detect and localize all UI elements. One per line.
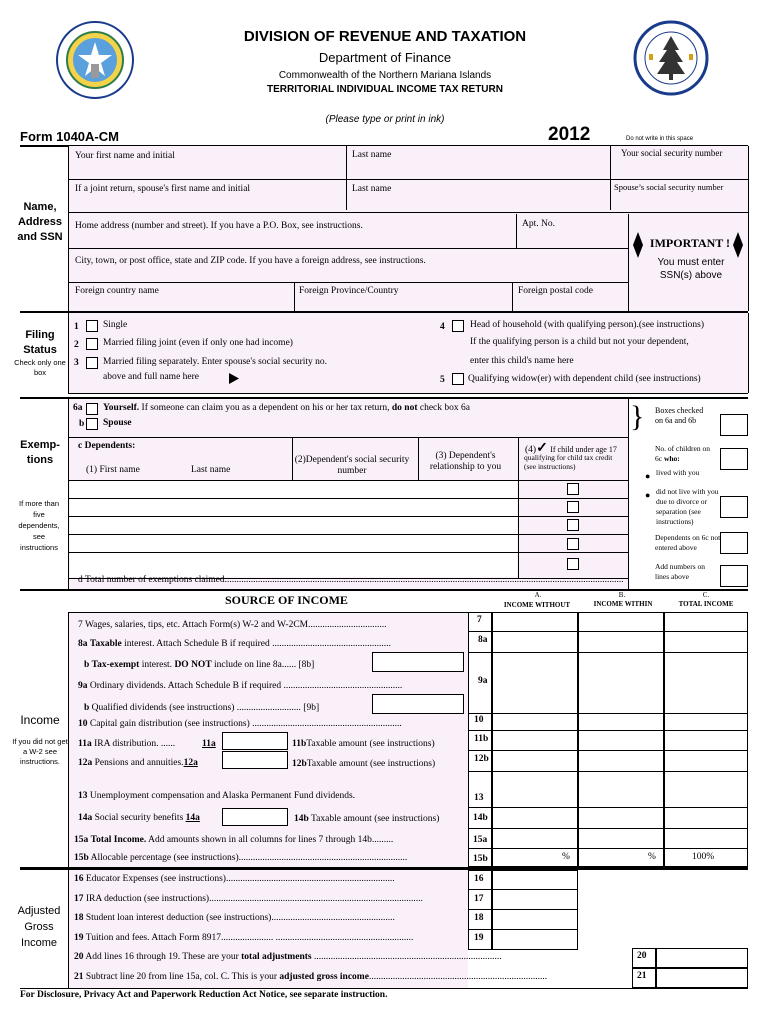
line-14b <box>294 814 439 824</box>
dep-not-entered-note: Dependents on 6c not entered above <box>655 533 721 552</box>
commonwealth-title: Commonwealth of the Northern Mariana Islands <box>278 70 492 81</box>
more-dependents-note: If more than five dependents, see instructions <box>18 499 60 552</box>
yourself-line <box>103 403 470 413</box>
line-16-col: 16 <box>474 874 484 884</box>
yourself-bold: Yourself. <box>103 403 140 413</box>
line-11b-col: 11b <box>474 734 489 744</box>
child-credit-checkbox-2[interactable] <box>567 501 579 513</box>
footer-note: For Disclosure, Privacy Act and Paperwork Reduction Act Notice, see separate instruction. <box>20 990 388 1000</box>
ssn-block <box>610 146 748 311</box>
line-9b-input[interactable] <box>372 694 464 714</box>
head-household-child: enter this child's name here <box>470 356 574 366</box>
married-separate-label-2: above and full name here <box>103 372 200 382</box>
line-11a-input[interactable] <box>222 732 288 750</box>
do-not-write: Do not write in this space <box>626 136 694 142</box>
line-14a-input[interactable] <box>222 808 288 826</box>
line-17-label: IRA deduction (see instructions) <box>85 894 210 904</box>
spouse-last-label: Last name <box>352 184 392 194</box>
line-11b-label: Taxable amount (see instructions) <box>306 739 435 749</box>
check-box-text: check box 6a <box>419 403 470 413</box>
line-8b-tag: [8b] <box>298 660 315 670</box>
apt-label: Apt. No. <box>522 219 555 229</box>
line-8b-pre: b <box>84 660 90 670</box>
line-18-label: Student loan interest deduction (see instructions) <box>85 913 272 923</box>
pct-b: % <box>648 852 656 862</box>
line-18: 18 Student loan interest deduction (see instructions).................................................... <box>74 913 395 923</box>
child-credit-checkbox-5[interactable] <box>567 558 579 570</box>
ssn-label: Your social security number <box>621 148 723 158</box>
head-household-checkbox[interactable] <box>452 320 464 332</box>
line-18-col: 18 <box>474 913 484 923</box>
filing-num-5: 5 <box>440 375 445 385</box>
line-19: 19 Tuition and fees. Attach Form 8917...................... .......................................................... <box>74 933 414 943</box>
line-9a-col: 9a <box>478 676 488 686</box>
line-21-bold: adjusted gross income <box>279 972 369 982</box>
total-exemptions-label: d Total number of exemptions claimed <box>78 575 225 585</box>
do-not-bold: do not <box>391 403 418 413</box>
col-a-letter: A. <box>534 591 542 599</box>
child-credit-checkbox-4[interactable] <box>567 538 579 550</box>
col-c-header: TOTAL INCOME <box>678 600 734 608</box>
w2-note: If you did not get a W-2 see instructions. <box>12 737 68 766</box>
line-12b <box>292 759 435 769</box>
filing-num-1: 1 <box>74 322 79 332</box>
line-21-input[interactable] <box>656 968 748 988</box>
line-14-num: 14a <box>78 813 93 823</box>
lived-with-note: lived with you <box>656 468 700 477</box>
line-10: 10 Capital gain distribution (see instructions) ............................................................... <box>78 719 402 729</box>
line-8b-bold: Tax-exempt <box>91 660 140 670</box>
line-8b <box>84 660 314 670</box>
yourself-checkbox[interactable] <box>86 403 98 415</box>
brace-icon: } <box>630 400 645 433</box>
department-title: Department of Finance <box>318 50 452 65</box>
line-18-num: 18 <box>74 913 84 923</box>
line-16-num: 16 <box>74 874 84 884</box>
line-9a-label: Ordinary dividends. Attach Schedule B if required <box>89 681 282 691</box>
line-8b-do: DO NOT <box>174 660 212 670</box>
important-note: You must enter SSN(s) above <box>657 257 725 281</box>
line-12b-col: 12b <box>474 754 489 764</box>
head-household-label: Head of household (with qualifying person).(see instructions) <box>470 320 705 330</box>
form-number: Form 1040A-CM <box>20 129 119 144</box>
line-11b-tag: 11b <box>292 739 307 749</box>
line-16-label: Educator Expenses (see instructions) <box>85 874 226 884</box>
line-15b: 15b Allocable percentage (see instructions)....................................................................... <box>74 853 408 863</box>
line-7-col: 7 <box>477 615 482 625</box>
line-9b-tag: [9b] <box>303 703 320 713</box>
col-a-header: INCOME WITHOUT <box>503 601 571 609</box>
line-17: 17 IRA deduction (see instructions).......................................................................................... <box>74 894 423 904</box>
line-15b-col: 15b <box>473 854 488 864</box>
line-10-label: Capital gain distribution (see instructions) <box>89 719 250 729</box>
line-11a-tag: 11a <box>202 739 216 749</box>
line-8b-rest: include on line 8a...... <box>214 660 297 670</box>
married-joint-label: Married filing joint (even if only one had income) <box>103 338 293 348</box>
return-title: TERRITORIAL INDIVIDUAL INCOME TAX RETURN <box>267 84 503 95</box>
child-credit-age: If child under age 17 <box>550 445 617 454</box>
line-20: 20 Add lines 16 through 19. These are your total adjustments ............................................................................... <box>74 952 502 962</box>
dep-ssn-header: (2)Dependent's social security number <box>294 455 410 476</box>
line-8b-input[interactable] <box>372 652 464 672</box>
line-15a <box>74 835 393 845</box>
head-household-note: If the qualifying person is a child but not your dependent, <box>470 337 689 347</box>
col-c-letter: C. <box>702 591 710 599</box>
line-19-label: Tuition and fees. Attach Form 8917. <box>85 933 224 943</box>
dep-last-name-header: Last name <box>191 465 231 475</box>
bullet-icon: ● <box>645 471 651 481</box>
total-exemptions-line: d Total number of exemptions claimed........................................................................................................................................................................ <box>78 575 624 585</box>
line-8a: 8a Taxable interest. Attach Schedule B if required .................................................. <box>78 639 391 649</box>
line-12a-tag: 12a <box>183 758 198 768</box>
line-11b <box>292 739 435 749</box>
dep-not-entered-field[interactable] <box>720 532 748 554</box>
children-not-lived-field[interactable] <box>720 496 748 518</box>
line-8b-mid: interest. <box>141 660 173 670</box>
foreign-country-label: Foreign country name <box>75 286 159 296</box>
dependents-label: c Dependents: <box>78 441 136 451</box>
line-11 <box>78 739 175 749</box>
filing-note: Check only one box <box>14 358 66 377</box>
checkmark-icon: ✓ <box>536 441 548 456</box>
line-13 <box>78 791 355 801</box>
yourself-text: If someone can claim you as a dependent on his or her tax return, <box>141 403 390 413</box>
line-15a-label: Add amounts shown in all columns for lines 7 through 14b......... <box>148 835 394 845</box>
line-16: 16 Educator Expenses (see instructions)....................................................................... <box>74 874 395 884</box>
line-14b-tag: 14b <box>294 814 309 824</box>
line-8a-label: interest. Attach Schedule B if required <box>124 639 270 649</box>
first-name-label: Your first name and initial <box>75 151 175 161</box>
line-14 <box>78 813 200 823</box>
line-17-num: 17 <box>74 894 84 904</box>
print-instruction: (Please type or print in ink) <box>325 114 445 125</box>
dep-relationship-header: (3) Dependent's relationship to you <box>429 451 502 472</box>
line-15a-bold: Total Income. <box>90 835 147 845</box>
col-b-letter: B. <box>618 591 626 599</box>
line-7-label: Wages, salaries, tips, etc. Attach Form(s) W-2 and W-2CM <box>84 620 309 630</box>
line-12-label: Pensions and annuities. <box>94 758 184 768</box>
line-14b-col: 14b <box>473 813 488 823</box>
line-14b-label: Taxable amount (see instructions) <box>311 814 440 824</box>
line-7-num: 7 <box>78 620 83 630</box>
line-8a-num: 8a <box>78 639 88 649</box>
line-12b-label: Taxable amount (see instructions) <box>306 759 436 769</box>
line-15b-label: Allocable percentage (see instructions) <box>90 853 239 863</box>
married-joint-checkbox[interactable] <box>86 338 98 350</box>
name-section-label: Name, Address and SSN <box>17 201 63 243</box>
last-name-label: Last name <box>352 150 392 160</box>
pct-c: 100% <box>692 852 715 862</box>
line-6a-num: 6a <box>73 403 83 413</box>
foreign-postal-label: Foreign postal code <box>518 286 593 296</box>
single-checkbox[interactable] <box>86 320 98 332</box>
boxes-checked-field[interactable] <box>720 414 748 436</box>
home-address-label: Home address (number and street). If you have a P.O. Box, see instructions. <box>75 221 363 231</box>
child-credit-num: (4) <box>525 445 537 455</box>
children-lived-field[interactable] <box>720 448 748 470</box>
filing-num-3: 3 <box>74 358 79 368</box>
line-11-label: IRA distribution. ...... <box>94 739 176 749</box>
widow-checkbox[interactable] <box>452 373 464 385</box>
pct-a: % <box>562 852 570 862</box>
line-15b-num: 15b <box>74 853 89 863</box>
boxes-checked-note: Boxes checked on 6a and 6b <box>655 406 704 425</box>
line-20-label: Add lines 16 through 19. These are your <box>85 952 239 962</box>
line-21: 21 Subtract line 20 from line 15a, col. C. This is your adjusted gross income........................................................................... <box>74 972 548 982</box>
line-12b-tag: 12b <box>292 759 307 769</box>
tax-year: 2012 <box>548 124 591 145</box>
child-credit-checkbox-1[interactable] <box>567 483 579 495</box>
spouse-first-label: If a joint return, spouse's first name and initial <box>75 184 251 194</box>
foreign-province-label: Foreign Province/Country <box>299 286 399 296</box>
spouse-label: Spouse <box>103 418 132 428</box>
line-21-num: 21 <box>74 972 84 982</box>
line-15a-col: 15a <box>473 835 488 845</box>
agi-block <box>68 870 468 988</box>
line-15a-num: 15a <box>74 835 89 845</box>
who-bold: who: <box>663 454 680 463</box>
no-children-text: No. of children on 6c <box>655 444 710 463</box>
arrow-right-icon <box>229 373 239 384</box>
line-9a-num: 9a <box>78 681 88 691</box>
line-20-bold: total adjustments <box>241 952 312 962</box>
line-13-num: 13 <box>78 791 88 801</box>
line-9b-label: Qualified dividends (see instructions) <box>91 703 235 713</box>
single-label: Single <box>103 320 128 330</box>
agi-label: Adjusted Gross Income <box>17 905 61 949</box>
child-credit-note: qualifying for child tax credit (see instructions) <box>524 453 613 471</box>
line-8a-col: 8a <box>478 635 488 645</box>
line-20-num: 20 <box>74 952 84 962</box>
line-8a-bold: Taxable <box>89 639 122 649</box>
line-14a-tag: 14a <box>185 813 200 823</box>
col-b-header: INCOME WITHIN <box>593 600 653 608</box>
line-9b-pre: b <box>84 703 90 713</box>
line-6b-num: b <box>79 419 85 429</box>
total-exemptions-field[interactable] <box>720 565 748 587</box>
add-numbers-note: Add numbers on lines above <box>655 562 705 581</box>
line-10-col: 10 <box>474 715 484 725</box>
income-label: Income <box>20 713 60 727</box>
agi-adjustments-input[interactable] <box>492 870 578 950</box>
line-21-num-col: 21 <box>637 971 647 981</box>
city-label: City, town, or post office, state and ZIP code. If you have a foreign address, see instructions. <box>75 256 426 266</box>
filing-num-2: 2 <box>74 340 79 350</box>
line-20-num-col: 20 <box>637 951 647 961</box>
married-separate-checkbox[interactable] <box>86 357 98 369</box>
line-21-label: Subtract line 20 from line 15a, col. C. This is your <box>85 972 277 982</box>
source-income-title: SOURCE OF INCOME <box>225 593 348 607</box>
line-13-label: Unemployment compensation and Alaska Permanent Fund dividends. <box>89 791 356 801</box>
married-separate-label: Married filing separately. Enter spouse's social security no. <box>103 357 328 367</box>
filing-num-4: 4 <box>440 322 445 332</box>
line-12-num: 12a <box>78 758 93 768</box>
line-9b: b Qualified dividends (see instructions) ........................... [9b] <box>84 703 320 713</box>
spouse-ssn-label: Spouse’s social security number <box>614 182 724 192</box>
child-credit-checkbox-3[interactable] <box>567 519 579 531</box>
spouse-checkbox[interactable] <box>86 418 98 430</box>
line-13-col: 13 <box>474 793 484 803</box>
line-12a-input[interactable] <box>222 751 288 769</box>
not-live-note: did not live with you due to divorce or separation (see instructions) <box>656 487 719 526</box>
line-9a: 9a Ordinary dividends. Attach Schedule B if required .................................................. <box>78 681 403 691</box>
line-19-num: 19 <box>74 933 84 943</box>
line-20-input[interactable] <box>656 948 748 968</box>
line-11-num: 11a <box>78 739 92 749</box>
bullet-icon: ● <box>645 490 651 500</box>
widow-label: Qualifying widow(er) with dependent child (see instructions) <box>468 374 701 384</box>
line-7: 7 Wages, salaries, tips, etc. Attach Form(s) W-2 and W-2CM................................. <box>78 620 387 630</box>
filing-label: Filing Status <box>23 329 57 356</box>
exemptions-label: Exemp- tions <box>20 439 60 466</box>
line-10-num: 10 <box>78 719 88 729</box>
dependents-table[interactable] <box>70 481 517 577</box>
line-17-col: 17 <box>474 894 484 904</box>
line-14-label: Social security benefits <box>94 813 184 823</box>
important-title: IMPORTANT ! <box>649 236 731 250</box>
division-title: DIVISION OF REVENUE AND TAXATION <box>243 28 527 45</box>
dep-first-name-header: (1) First name <box>86 465 140 475</box>
no-children-note <box>655 444 715 464</box>
line-19-col: 19 <box>474 933 484 943</box>
line-12 <box>78 758 198 768</box>
